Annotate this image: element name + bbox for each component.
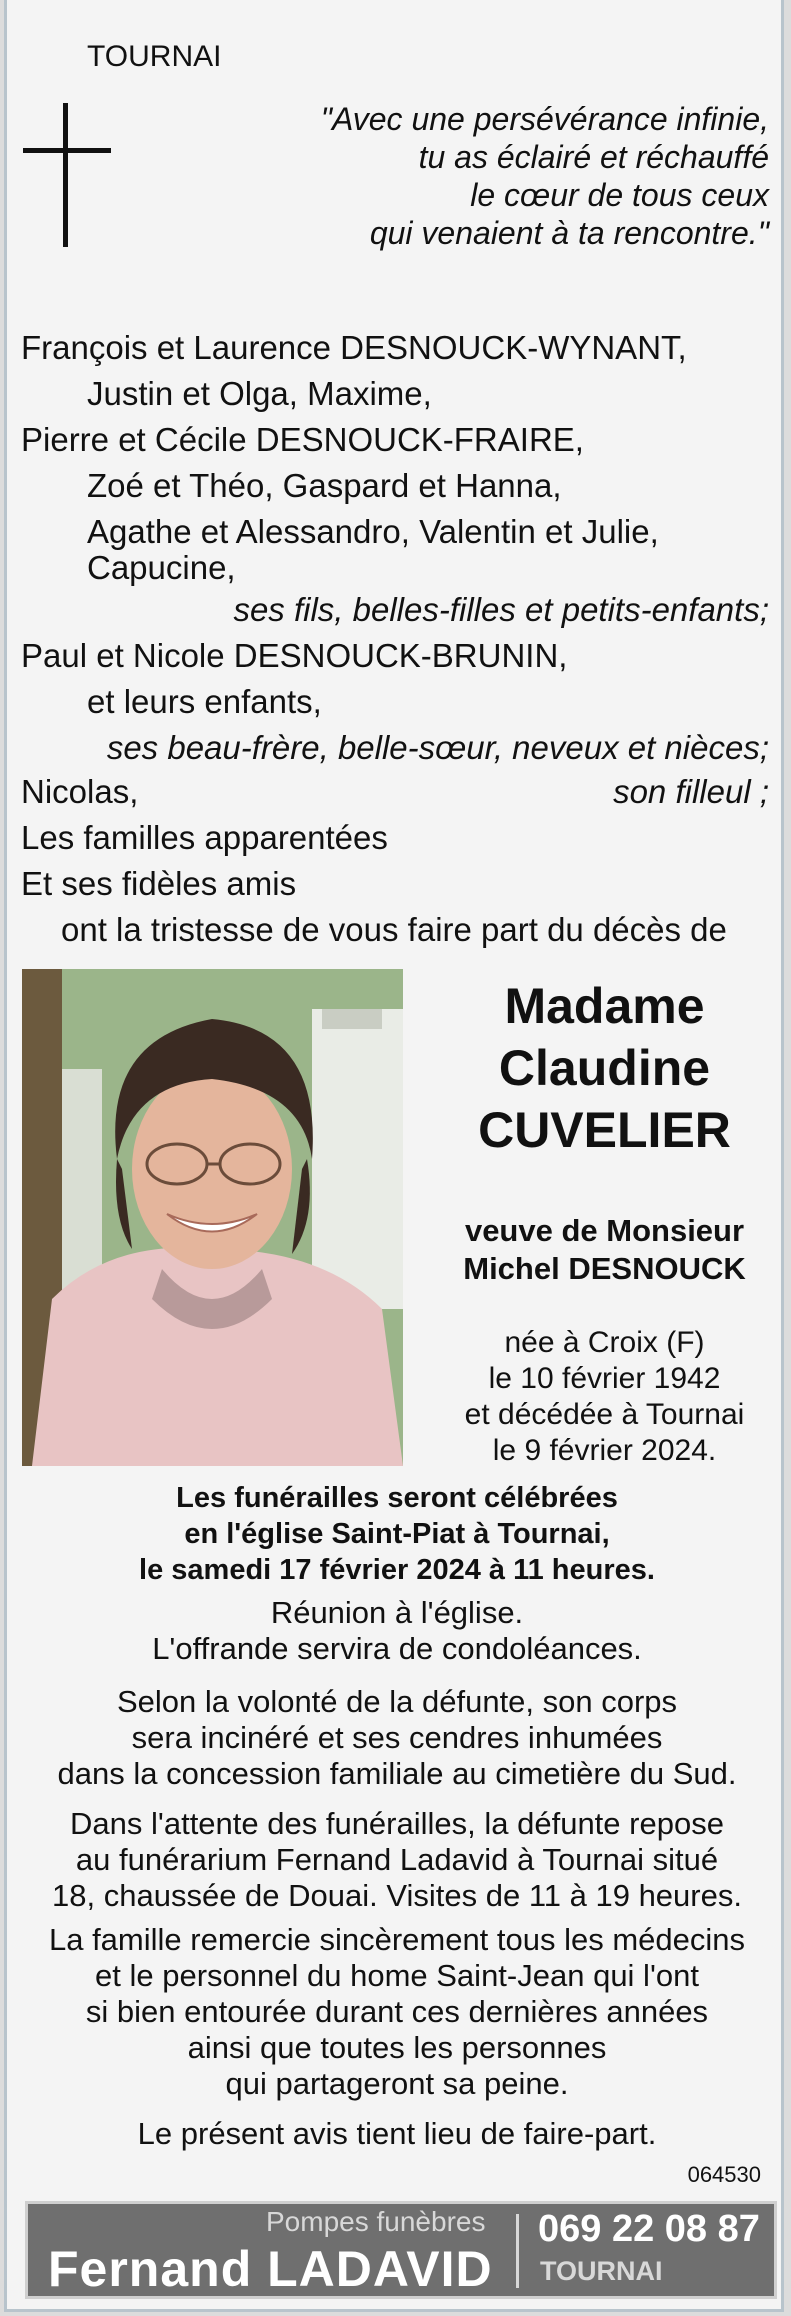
widow-line: Michel DESNOUCK xyxy=(463,1251,746,1286)
funeral-line: le samedi 17 février 2024 à 11 heures. xyxy=(139,1554,655,1586)
widow-of xyxy=(427,1212,782,1288)
family-relation: ses fils, belles-filles et petits-enfants; xyxy=(233,591,769,628)
family-relation: son filleul ; xyxy=(613,773,769,810)
company-tagline: Pompes funèbres xyxy=(266,2206,486,2237)
wishes-line: dans la concession familiale au cimetière du Sud. xyxy=(57,1756,737,1791)
visit-line: Dans l'attente des funérailles, la défunte repose xyxy=(70,1806,724,1841)
birth-death xyxy=(427,1325,782,1469)
deceased-last-name: CUVELIER xyxy=(478,1102,731,1158)
funeral-info xyxy=(17,1480,777,1588)
visit-info xyxy=(17,1806,777,1914)
visit-line: 18, chaussée de Douai. Visites de 11 à 19 heures. xyxy=(52,1878,742,1913)
city-heading: TOURNAI xyxy=(87,40,222,73)
family-line: Justin et Olga, Maxime, xyxy=(87,375,432,412)
thanks-line: qui partageront sa peine. xyxy=(225,2066,569,2101)
reference-number: 064530 xyxy=(687,2162,761,2187)
family-relation: ses beau-frère, belle-sœur, neveux et nièces; xyxy=(106,729,769,766)
thanks-line: si bien entourée durant ces dernières années xyxy=(85,1994,709,2029)
family-line: François et Laurence DESNOUCK-WYNANT, xyxy=(21,329,687,366)
reunion-info xyxy=(17,1595,777,1667)
family-line: Zoé et Théo, Gaspard et Hanna, xyxy=(87,467,562,504)
wishes-line: Selon la volonté de la défunte, son corps xyxy=(116,1684,678,1719)
wishes-line: sera incinéré et ses cendres inhumées xyxy=(131,1720,663,1755)
obituary-notice xyxy=(4,0,784,2312)
birth-place: née à Croix (F) xyxy=(504,1326,705,1359)
family-line: Agathe et Alessandro, Valentin et Julie, xyxy=(87,513,659,550)
visit-line: au funérarium Fernand Ladavid à Tournai situé xyxy=(75,1842,719,1877)
thanks-line: et le personnel du home Saint-Jean qui l'ont xyxy=(95,1958,699,1993)
funeral-line: Les funérailles seront célébrées xyxy=(176,1482,618,1514)
death-place: et décédée à Tournai xyxy=(464,1398,745,1431)
funeral-home-banner xyxy=(25,2201,777,2299)
portrait-photo xyxy=(22,969,403,1466)
family-line: Pierre et Cécile DESNOUCK-FRAIRE, xyxy=(21,421,584,458)
company-town: TOURNAI xyxy=(540,2256,663,2286)
birth-date: le 10 février 1942 xyxy=(488,1362,721,1395)
offering-line: L'offrande servira de condoléances. xyxy=(152,1631,642,1666)
wishes-info xyxy=(17,1684,777,1792)
deceased-name xyxy=(427,975,782,1161)
family-line: Capucine, xyxy=(87,549,236,586)
announcement-line: ont la tristesse de vous faire part du décès de xyxy=(61,911,727,948)
widow-line: veuve de Monsieur xyxy=(464,1213,745,1248)
thanks-line: La famille remercie sincèrement tous les médecins xyxy=(48,1922,746,1957)
deceased-title: Madame xyxy=(504,978,705,1034)
thanks-info xyxy=(17,1922,777,2102)
cross-icon xyxy=(63,103,68,247)
family-line: Et ses fidèles amis xyxy=(21,865,297,902)
reunion-line: Réunion à l'église. xyxy=(270,1595,524,1630)
quote-line: tu as éclairé et réchauffé xyxy=(418,139,769,175)
family-line: Les familles apparentées xyxy=(21,819,388,856)
quote-line: qui venaient à ta rencontre." xyxy=(369,215,769,251)
quote-line: "Avec une persévérance infinie, xyxy=(320,101,769,137)
quote xyxy=(321,100,769,252)
quote-line: le cœur de tous ceux xyxy=(470,177,769,213)
thanks-line: ainsi que toutes les personnes xyxy=(187,2030,607,2065)
cross-icon-bar xyxy=(23,148,111,153)
family-line: et leurs enfants, xyxy=(87,683,322,720)
phone-number: 069 22 08 87 xyxy=(538,2208,760,2250)
company-name: Fernand LADAVID xyxy=(48,2241,493,2297)
deceased-first-name: Claudine xyxy=(498,1040,711,1096)
family-line: Nicolas, xyxy=(21,773,139,810)
family-line: Paul et Nicole DESNOUCK-BRUNIN, xyxy=(21,637,568,674)
banner-divider xyxy=(516,2214,519,2288)
funeral-line: en l'église Saint-Piat à Tournai, xyxy=(184,1518,610,1550)
notice-line: Le présent avis tient lieu de faire-part. xyxy=(137,2116,657,2151)
death-date: le 9 février 2024. xyxy=(492,1434,717,1467)
